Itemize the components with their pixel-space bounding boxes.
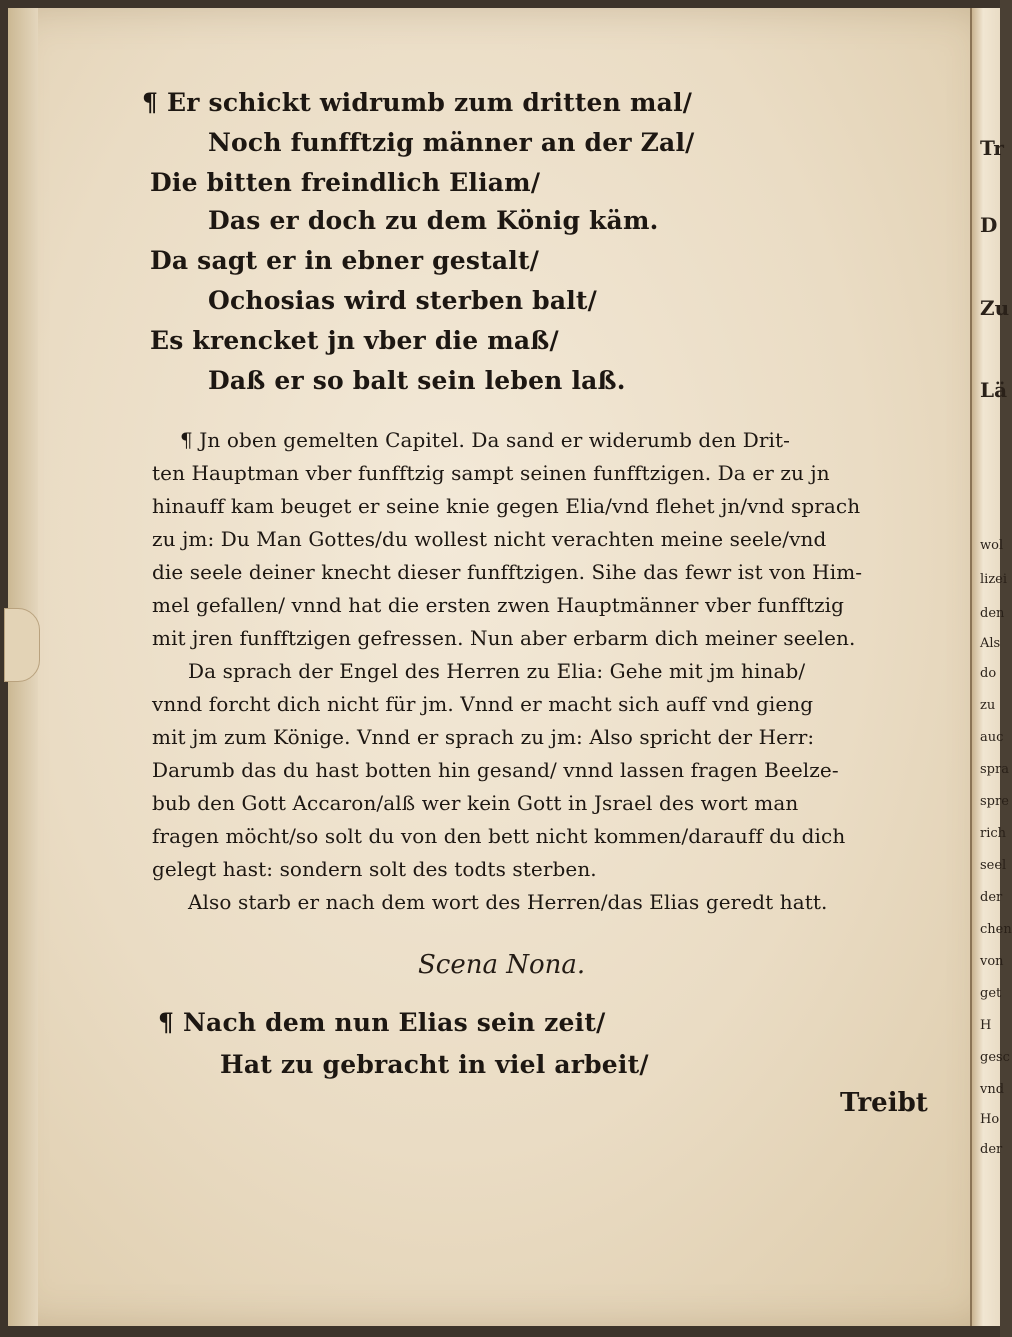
edge-fragment: vnd — [980, 1082, 1005, 1097]
edge-fragment: wol — [980, 538, 1004, 553]
edge-fragment: chen — [980, 922, 1012, 937]
edge-fragment: D — [980, 213, 998, 237]
edge-fragment: spre — [980, 794, 1009, 809]
edge-fragment: spra — [980, 762, 1009, 777]
verse-line: Noch funfftzig männer an der Zal/ — [208, 128, 695, 157]
edge-fragment: do — [980, 666, 997, 681]
prose-line: ten Hauptman vber funfftzig sampt seinen funfftzigen. Da er zu jn — [152, 461, 830, 485]
prose-line: die seele deiner knecht dieser funfftzigen. Sihe das fewr ist von Him- — [152, 560, 863, 584]
edge-fragment: Ho — [980, 1112, 1000, 1127]
prose-line: hinauff kam beuget er seine knie gegen Elia/vnd flehet jn/vnd sprach — [152, 494, 861, 518]
neighbor-page-edge — [970, 8, 1012, 1326]
verse-line: Daß er so balt sein leben laß. — [208, 366, 626, 395]
edge-fragment: auc — [980, 730, 1004, 745]
edge-fragment: H — [980, 1018, 992, 1033]
verse-line: ¶ Er schickt widrumb zum dritten mal/ — [142, 88, 693, 117]
edge-fragment: den — [980, 606, 1005, 621]
prose-line: Also starb er nach dem wort des Herren/das Elias geredt hatt. — [188, 890, 828, 914]
verse-line: ¶ Nach dem nun Elias sein zeit/ — [158, 1008, 606, 1037]
prose-line: bub den Gott Accaron/alß wer kein Gott in Jsrael des wort man — [152, 791, 799, 815]
prose-line: fragen möcht/so solt du von den bett nicht kommen/darauff du dich — [152, 824, 846, 848]
verse-line: Die bitten freindlich Eliam/ — [150, 168, 541, 197]
edge-fragment: rich — [980, 826, 1007, 841]
scene-title: Scena Nona. — [418, 950, 586, 980]
verse-line: Das er doch zu dem König käm. — [208, 206, 659, 235]
binding-tab — [4, 608, 40, 682]
prose-line: Darumb das du hast botten hin gesand/ vnnd lassen fragen Beelze- — [152, 758, 839, 782]
prose-line: mit jren funfftzigen gefressen. Nun aber erbarm dich meiner seelen. — [152, 626, 856, 650]
verse-line: Hat zu gebracht in viel arbeit/ — [220, 1050, 649, 1079]
edge-fragment: Als — [980, 636, 1001, 651]
verse-line: Es krencket jn vber die maß/ — [150, 326, 559, 355]
edge-fragment: lizei — [980, 572, 1008, 587]
edge-fragment: Tr — [980, 136, 1004, 160]
edge-fragment: Zu — [980, 296, 1010, 320]
edge-fragment: seel — [980, 858, 1007, 873]
prose-line: mel gefallen/ vnnd hat die ersten zwen Hauptmänner vber funfftzig — [152, 593, 845, 617]
edge-fragment: gesc — [980, 1050, 1010, 1065]
edge-fragment: Lä — [980, 378, 1008, 402]
edge-fragment: zu — [980, 698, 996, 713]
edge-fragment: get — [980, 986, 1002, 1001]
prose-line: zu jm: Du Man Gottes/du wollest nicht verachten meine seele/vnd — [152, 527, 827, 551]
verse-line: Da sagt er in ebner gestalt/ — [150, 246, 540, 275]
prose-line: mit jm zum Könige. Vnnd er sprach zu jm: Also spricht der Herr: — [152, 725, 815, 749]
prose-line: gelegt hast: sondern solt des todts sterben. — [152, 857, 597, 881]
prose-line: Da sprach der Engel des Herren zu Elia: Gehe mit jm hinab/ — [188, 659, 806, 683]
edge-fragment: der — [980, 1142, 1003, 1157]
edge-fragment: der — [980, 890, 1003, 905]
verse-line: Ochosias wird sterben balt/ — [208, 286, 597, 315]
edge-fragment: von — [980, 954, 1004, 969]
prose-line: vnnd forcht dich nicht für jm. Vnnd er macht sich auff vnd gieng — [152, 692, 814, 716]
prose-line: ¶ Jn oben gemelten Capitel. Da sand er widerumb den Drit- — [180, 428, 790, 452]
catchword: Treibt — [840, 1088, 928, 1118]
book-page — [8, 8, 1012, 1326]
